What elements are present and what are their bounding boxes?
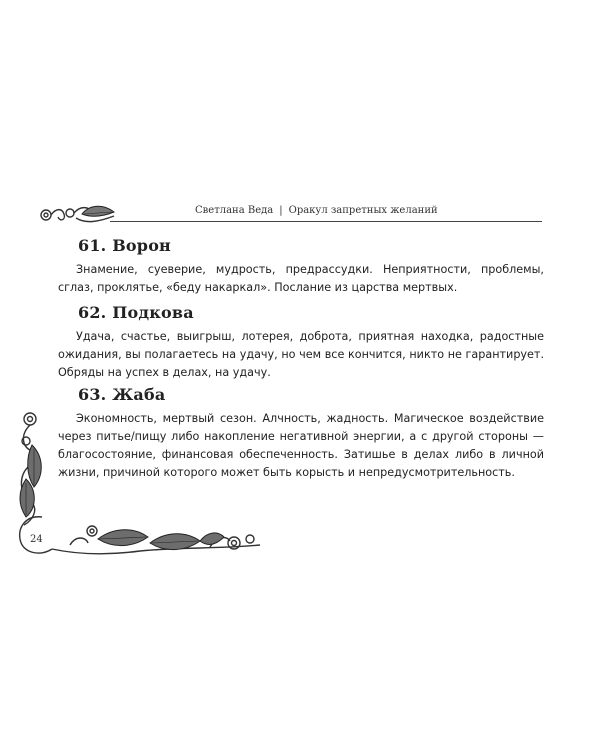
entry-text: Удача, счастье, выигрыш, лотерея, доброта, приятная находка, радостные ожидания, вы полагаетесь на удачу, но чем все кончится, никто не гарантирует. Обряды на успех в делах, на удачу. <box>58 330 544 379</box>
entry-61 <box>58 236 544 297</box>
entry-heading: 62. Подкова <box>78 303 194 322</box>
entry-heading: 63. Жаба <box>78 385 166 404</box>
header-book-title: Оракул запретных желаний <box>288 205 438 216</box>
header-author: Светлана Веда <box>195 205 274 216</box>
header-rule <box>110 221 542 222</box>
header-vine-ornament-icon <box>38 200 118 228</box>
entry-63 <box>58 385 544 482</box>
entry-text: Экономность, мертвый сезон. Алчность, жадность. Магическое воздействие через питье/пищу либо накопление негативной энергии, а с другой стороны — благосостояние, финансовая обеспеченность. Затишье в делах либо в личной жизни, причиной которого может быть корысть и непредусмотрительность. <box>58 412 544 479</box>
entry-text: Знамение, суеверие, мудрость, предрассудки. Неприятности, проблемы, сглаз, проклятье, «беду накаркал». Послание из царства мертвых. <box>58 263 544 294</box>
entry-heading: 61. Ворон <box>78 236 171 255</box>
header-separator: | <box>279 205 283 216</box>
page-number: 24 <box>30 534 43 545</box>
running-header <box>195 205 455 216</box>
entry-62 <box>58 303 544 382</box>
